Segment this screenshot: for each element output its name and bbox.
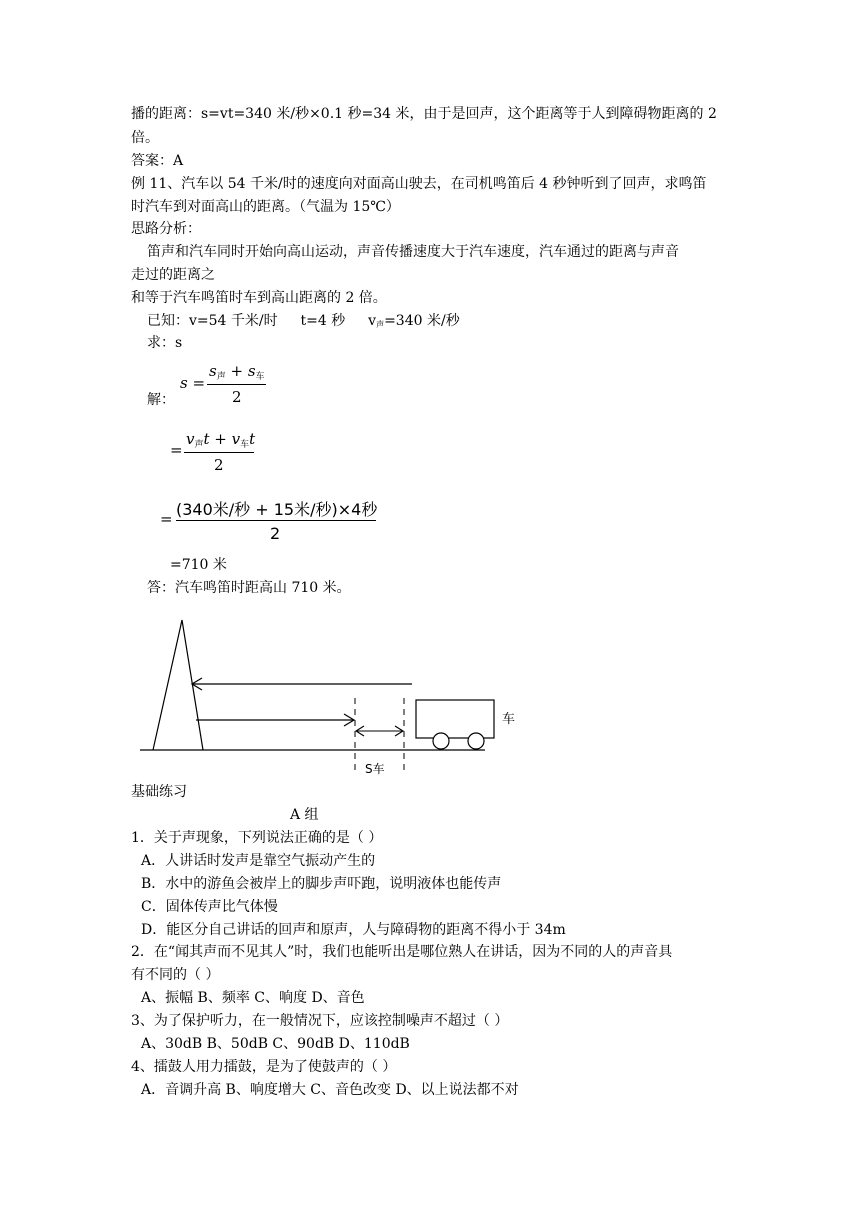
question-3: 3、为了保护听力，在一般情况下，应该控制噪声不超过（ ） [131, 1013, 509, 1029]
car-distance-label: S车 [365, 762, 385, 776]
formula-3-fraction-bar [176, 520, 376, 521]
car-wheel-rear [468, 733, 484, 749]
known-velocity: 已知：v=54 千米/时 [147, 313, 278, 329]
car-label: 车 [502, 712, 516, 727]
formula-2-equals: = [170, 441, 183, 459]
known-time: t=4 秒 [300, 313, 346, 329]
known-sound-subscript: 声 [376, 320, 385, 329]
find-line: 求：s [147, 335, 183, 351]
mountain-shape [153, 620, 203, 750]
formula-3-denominator: 2 [270, 524, 281, 543]
text-line: 播的距离：s=vt=340 米/秒×0.1 秒=34 米，由于是回声，这个距离等于人到障碍物距离的 2 [131, 106, 717, 122]
formula-3-numerator: (340米/秒 + 15米/秒)×4秒 [176, 500, 378, 519]
question-4: 4、擂鼓人用力擂鼓，是为了使鼓声的（ ） [131, 1059, 397, 1075]
formula-1-lhs: s = [180, 374, 206, 392]
known-sound-speed: =340 米/秒 [384, 313, 460, 329]
question-1-option-d: D．能区分自己讲话的回声和原声，人与障碍物的距离不得小于 34m [141, 922, 566, 938]
answer-line: 答案：A [131, 153, 184, 169]
formula-2-fraction-bar [184, 452, 254, 453]
text-line: 时汽车到对面高山的距离。（气温为 15℃） [131, 199, 400, 215]
question-1-option-a: A．人讲话时发声是靠空气振动产生的 [141, 853, 376, 869]
text-line: 走过的距离之 [131, 267, 215, 283]
formula-1-denominator: 2 [232, 388, 242, 406]
answer-statement: 答：汽车鸣笛时距高山 710 米。 [147, 580, 351, 596]
question-1: 1．关于声现象，下列说法正确的是（ ） [131, 830, 383, 846]
formula-2-numerator: $v_声t + v_车t$ [186, 430, 256, 450]
question-2-continued: 有不同的（ ） [131, 967, 220, 983]
formula-3-equals: = [160, 510, 173, 528]
question-1-option-b: B．水中的游鱼会被岸上的脚步声吓跑，说明液体也能传声 [141, 876, 502, 892]
car-wheel-front [433, 733, 449, 749]
question-4-options: A．音调升高 B、响度增大 C、音色改变 D、以上说法都不对 [141, 1082, 519, 1098]
text-line: 和等于汽车鸣笛时车到高山距离的 2 倍。 [131, 290, 387, 306]
exercise-heading: 基础练习 [131, 784, 187, 800]
solve-label: 解： [147, 392, 175, 408]
echo-diagram [140, 610, 540, 780]
group-heading: A 组 [290, 807, 319, 823]
formula-1-fraction-bar [207, 384, 266, 385]
formula-1-numerator: $s_声 + s_车$ [209, 362, 265, 382]
question-3-options: A、30dB B、50dB C、90dB D、110dB [141, 1036, 410, 1052]
known-sound-speed-symbol: v [368, 313, 377, 329]
car-body [416, 700, 494, 738]
question-1-option-c: C．固体传声比气体慢 [141, 899, 278, 915]
formula-2-denominator: 2 [214, 456, 224, 474]
question-2-options: A、振幅 B、频率 C、响度 D、音色 [141, 990, 365, 1006]
known-values [147, 311, 460, 331]
text-line: 倍。 [131, 130, 159, 146]
text-line: 笛声和汽车同时开始向高山运动，声音传播速度大于汽车速度，汽车通过的距离与声音 [147, 244, 679, 260]
result-line: =710 米 [170, 557, 227, 573]
question-2: 2．在“闻其声而不见其人”时，我们也能听出是哪位熟人在讲话，因为不同的人的声音具 [131, 944, 673, 960]
example-title: 例 11、汽车以 54 千米/时的速度向对面高山驶去，在司机鸣笛后 4 秒钟听到了回声，求鸣笛 [131, 176, 707, 192]
analysis-heading: 思路分析： [131, 221, 201, 237]
